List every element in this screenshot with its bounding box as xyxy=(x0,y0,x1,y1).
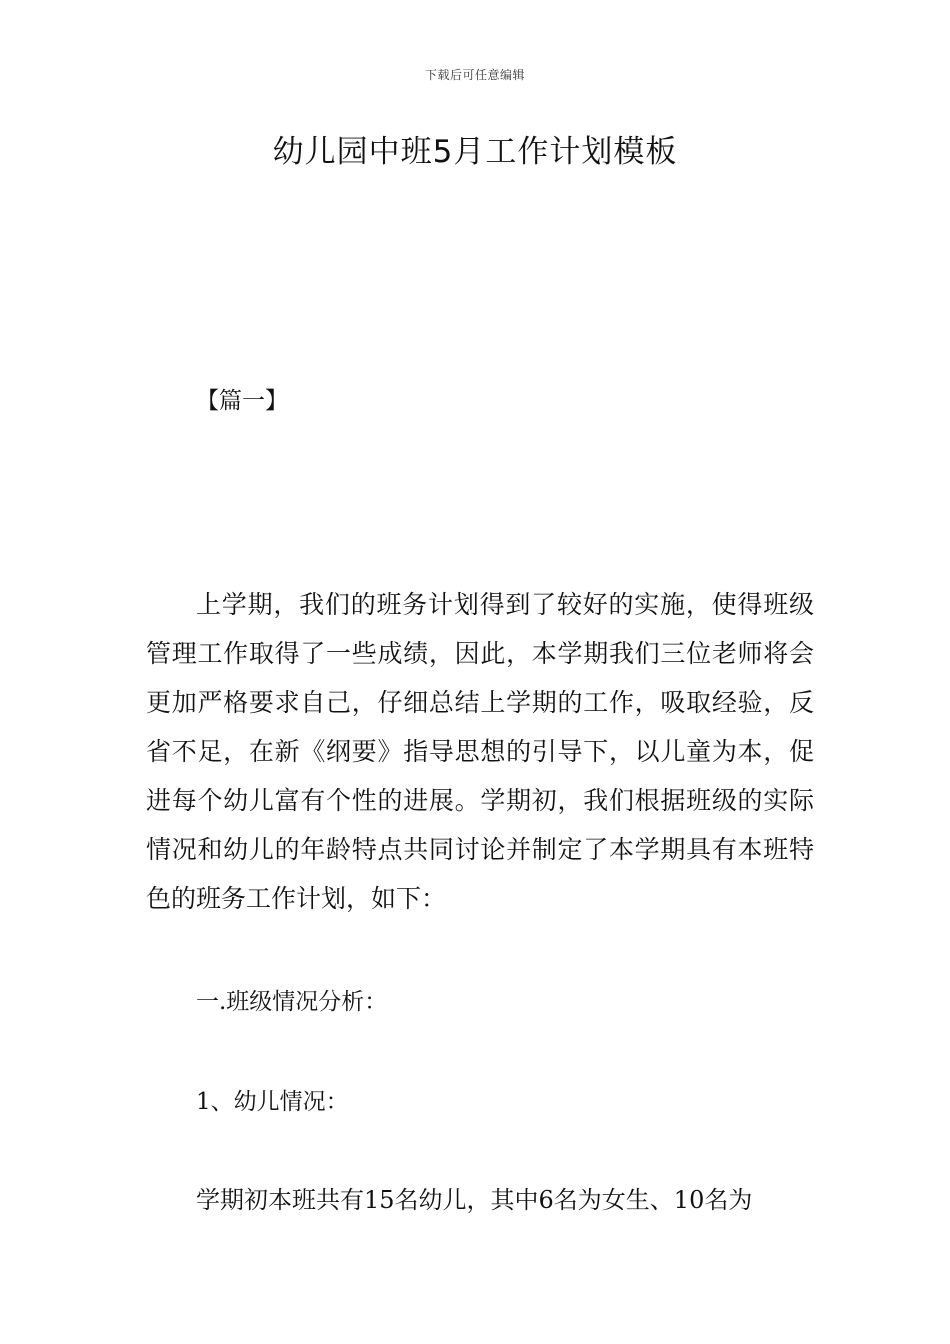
section-heading-class-analysis: 一.班级情况分析： xyxy=(196,989,388,1015)
intro-paragraph: 上学期，我们的班务计划得到了较好的实施，使得班级管理工作取得了一些成绩，因此，本学期我们三位老师将会更加严格要求自己，仔细总结上学期的工作，吸取经验，反省不足，在新《纲要》指导思想的引导下，以儿童为本，促进每个幼儿富有个性的进展。学期初，我们根据班级的实际情况和幼儿的年龄特点共同讨论并制定了本学期具有本班特色的班务工作计划，如下： xyxy=(146,590,814,913)
section-tag: 【篇一】 xyxy=(196,388,288,414)
subsection-heading-children: 1、幼儿情况： xyxy=(196,1089,349,1115)
body-text-line: 学期初本班共有15名幼儿，其中6名为女生、10名为 xyxy=(196,1186,753,1214)
document-title: 幼儿园中班5月工作计划模板 xyxy=(272,134,678,170)
header-note: 下载后可任意编辑 xyxy=(424,68,525,82)
